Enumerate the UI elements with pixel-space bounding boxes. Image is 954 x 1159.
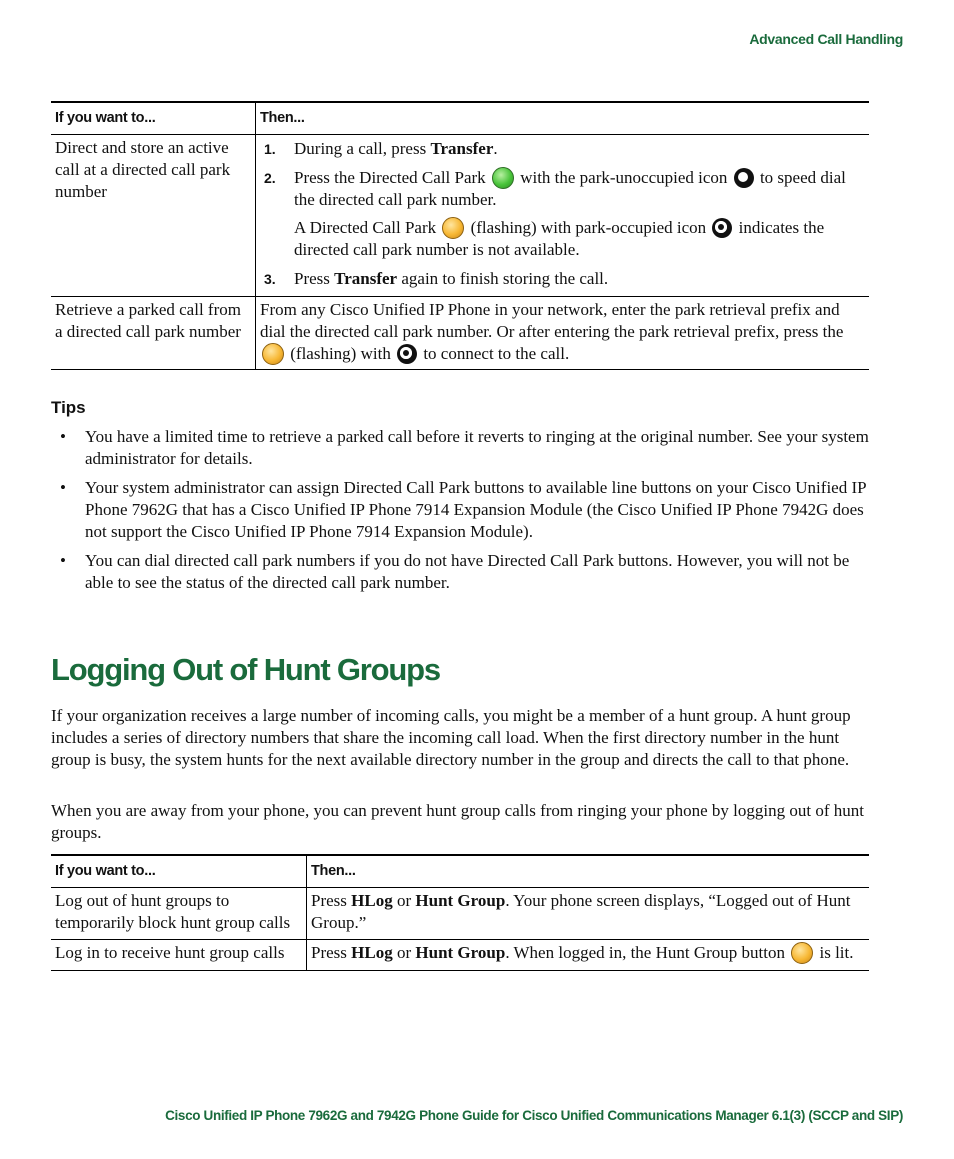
step-text: with the park-unoccupied icon xyxy=(515,168,732,187)
intro-paragraph: If your organization receives a large number of incoming calls, you might be a member of a hunt group. A hunt group includes a series of directory numbers that share the incoming call load. When the first directory number in the hunt group is busy, the system hunts for the next available directory number in the group and directs the call to that phone. xyxy=(51,706,851,769)
directed-call-park-table xyxy=(51,101,869,370)
amber-line-button-icon xyxy=(442,217,464,239)
step-text: Press xyxy=(294,269,335,288)
step-item xyxy=(260,138,865,160)
step-text: again to finish storing the call. xyxy=(397,269,609,288)
tip-item: • Your system administrator can assign Directed Call Park buttons to available line buttons on your Cisco Unified IP Phone 7962G that has a Cisco Unified IP Phone 7914 Expansion Module (the Cisco Unified IP Phone 7942G does not support the Cisco Unified IP Phone 7914 Expansion Module). xyxy=(51,477,869,543)
row-action-cell: Log out of hunt groups to temporarily block hunt group calls xyxy=(51,888,307,940)
then-text: Press xyxy=(311,943,352,962)
row-steps-cell xyxy=(256,135,870,297)
green-line-button-icon xyxy=(492,167,514,189)
column-header-action: If you want to... xyxy=(51,102,256,135)
row-action-cell: Log in to receive hunt group calls xyxy=(51,940,307,971)
hlog-softkey-label: HLog xyxy=(351,891,393,910)
table-row xyxy=(51,297,869,370)
park-occupied-icon xyxy=(712,218,732,238)
step-text: Press the Directed Call Park xyxy=(294,168,490,187)
step-item xyxy=(260,268,865,290)
column-header-then: Then... xyxy=(307,855,870,888)
away-paragraph: When you are away from your phone, you can prevent hunt group calls from ringing your phone by logging out of hunt groups. xyxy=(51,801,864,842)
note-text: indicates the directed call park number is not available. xyxy=(294,218,825,259)
then-text: (flashing) with xyxy=(286,344,396,363)
transfer-softkey-label: Transfer xyxy=(334,269,398,288)
tip-item: • You have a limited time to retrieve a parked call before it reverts to ringing at the original number. See your system administrator for details. xyxy=(51,426,869,470)
step-text: During a call, press xyxy=(294,139,431,158)
hunt-group-button-label: Hunt Group xyxy=(415,943,506,962)
transfer-softkey-label: Transfer xyxy=(430,139,494,158)
steps-list xyxy=(260,138,865,290)
column-header-action: If you want to... xyxy=(51,855,307,888)
running-header: Advanced Call Handling xyxy=(749,31,903,47)
table-row xyxy=(51,940,869,971)
amber-line-button-icon xyxy=(791,942,813,964)
then-text: is lit. xyxy=(815,943,854,962)
column-header-then: Then... xyxy=(256,102,870,135)
then-text: Press xyxy=(311,891,352,910)
then-text: to connect to the call. xyxy=(419,344,570,363)
tips-list xyxy=(51,426,869,601)
amber-line-button-icon xyxy=(262,343,284,365)
tip-item: • You can dial directed call park numbers if you do not have Directed Call Park buttons. However, you will not be able to see the status of the directed call park number. xyxy=(51,550,869,594)
running-footer: Cisco Unified IP Phone 7962G and 7942G Phone Guide for Cisco Unified Communications Manager 6.1(3) (SCCP and SIP) xyxy=(165,1108,903,1123)
hlog-softkey-label: HLog xyxy=(351,943,393,962)
step-note xyxy=(294,217,865,261)
row-then-cell xyxy=(307,940,870,971)
hunt-group-table xyxy=(51,854,869,971)
step-text: . xyxy=(493,139,498,158)
step-item xyxy=(260,167,865,261)
then-text: From any Cisco Unified IP Phone in your network, enter the park retrieval prefix and dial the directed call park number. Or after entering the park retrieval prefix, press the xyxy=(260,300,844,341)
park-occupied-icon xyxy=(397,344,417,364)
note-text: A Directed Call Park xyxy=(294,218,441,237)
row-then-cell xyxy=(256,297,870,370)
park-unoccupied-icon xyxy=(734,168,754,188)
step-number: 3. xyxy=(264,271,276,287)
then-text: or xyxy=(392,943,416,962)
step-number: 2. xyxy=(264,170,276,186)
table-header-row xyxy=(51,102,869,135)
hunt-group-button-label: Hunt Group xyxy=(415,891,506,910)
row-then-cell xyxy=(307,888,870,940)
row-action-cell: Retrieve a parked call from a directed call park number xyxy=(51,297,256,370)
table-row xyxy=(51,135,869,297)
table-row xyxy=(51,888,869,940)
then-text: . Your phone screen displays, “Logged out of Hunt Group.” xyxy=(311,891,851,932)
tips-heading: Tips xyxy=(51,398,86,417)
step-number: 1. xyxy=(264,141,276,157)
then-text: . When logged in, the Hunt Group button xyxy=(505,943,790,962)
table-header-row xyxy=(51,855,869,888)
section-title: Logging Out of Hunt Groups xyxy=(51,652,440,687)
row-action-cell: Direct and store an active call at a directed call park number xyxy=(51,135,256,297)
then-text: or xyxy=(392,891,416,910)
note-text: (flashing) with park-occupied icon xyxy=(466,218,711,237)
step-text: to speed dial the directed call park number. xyxy=(294,168,846,209)
